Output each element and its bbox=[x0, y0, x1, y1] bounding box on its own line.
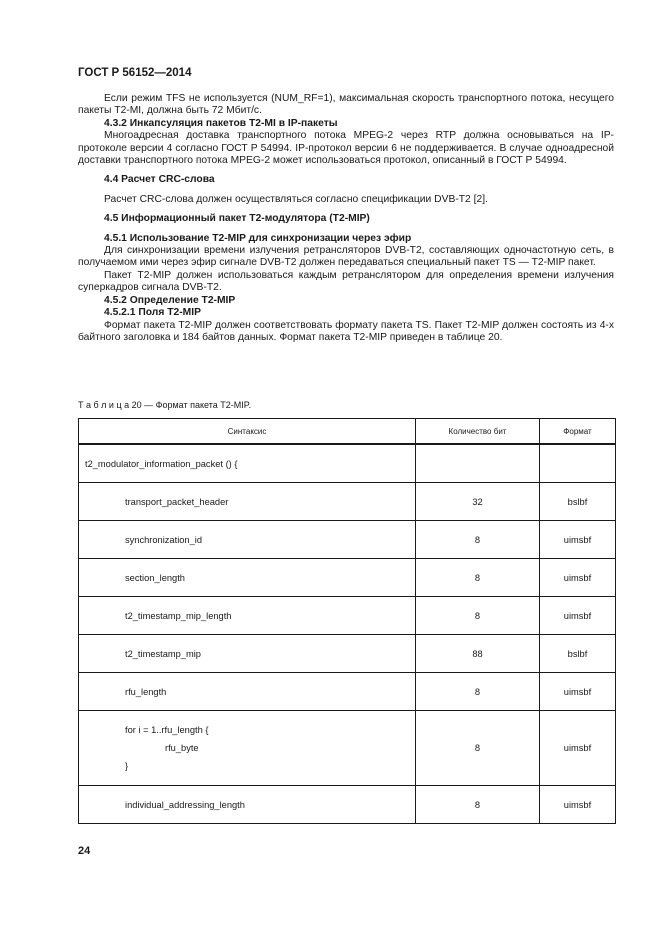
bits-cell: 8 bbox=[416, 786, 540, 824]
column-header-bits: Количество бит bbox=[416, 419, 540, 445]
column-header-format: Формат bbox=[540, 419, 616, 445]
bits-cell: 8 bbox=[416, 559, 540, 597]
t2-mip-format-table bbox=[78, 418, 616, 824]
paragraph: Пакет T2-MIP должен использоваться каждым ретранслятором для определения времени излучения суперкадров сигнала DVB-T2. bbox=[78, 269, 614, 294]
syntax-cell: rfu_length bbox=[79, 673, 416, 711]
paragraph: Для синхронизации времени излучения ретрансляторов DVB-T2, составляющих одночастотную сеть, в получаемом ими через эфир сигнале DVB-T2 должен передаваться специальный пакет TS — T2-MIP пакет. bbox=[78, 245, 614, 269]
bits-cell: 8 bbox=[416, 673, 540, 711]
paragraph: Если режим TFS не используется (NUM_RF=1), максимальная скорость транспортного потока, несущего пакеты T2-MI, должна быть 72 Мбит/с. bbox=[78, 93, 614, 117]
format-cell: uimsbf bbox=[540, 711, 616, 786]
syntax-cell: section_length bbox=[79, 559, 416, 597]
format-cell: uimsbf bbox=[540, 673, 616, 711]
loop-body: rfu_byte bbox=[165, 743, 199, 753]
syntax-cell: t2_modulator_information_packet () { bbox=[79, 444, 416, 483]
syntax-cell: synchronization_id bbox=[79, 521, 416, 559]
table-row bbox=[79, 673, 616, 711]
table-row bbox=[79, 444, 616, 483]
table-row bbox=[79, 483, 616, 521]
paragraph: Многоадресная доставка транспортного потока MPEG-2 через RTP должна основываться на IP-протоколе версии 4 согласно ГОСТ Р 54994. IP-протокол версии 6 не поддерживается. В случае одноадресной доставки транспортного потока MPEG-2 может использоваться протокол, описанный в ГОСТ Р 54994. bbox=[78, 130, 614, 167]
column-header-syntax: Синтаксис bbox=[79, 419, 416, 445]
format-cell bbox=[540, 444, 616, 483]
bits-cell: 32 bbox=[416, 483, 540, 521]
table-row bbox=[79, 786, 616, 824]
table-row bbox=[79, 559, 616, 597]
table-row-loop bbox=[79, 711, 616, 786]
bits-cell: 88 bbox=[416, 635, 540, 673]
loop-end: } bbox=[125, 761, 129, 771]
table-caption-label: Т а б л и ц а bbox=[78, 400, 130, 410]
format-cell: uimsbf bbox=[540, 786, 616, 824]
table-row bbox=[79, 635, 616, 673]
section-heading-4-5-2: 4.5.2 Определение T2-MIP bbox=[104, 294, 236, 306]
syntax-cell: t2_timestamp_mip_length bbox=[79, 597, 416, 635]
loop-start: for i = 1..rfu_length { bbox=[125, 725, 209, 735]
syntax-cell: t2_timestamp_mip bbox=[79, 635, 416, 673]
paragraph: Формат пакета T2-MIP должен соответствовать формату пакета TS. Пакет T2-MIP должен состоять из 4-х байтного заголовка и 184 байтов данных. Формат пакета T2-MIP приведен в таблице 20. bbox=[78, 319, 614, 343]
format-cell: uimsbf bbox=[540, 521, 616, 559]
section-heading-4-4: 4.4 Расчет CRC-слова bbox=[104, 174, 215, 186]
bits-cell bbox=[416, 444, 540, 483]
syntax-cell bbox=[79, 711, 416, 786]
format-cell: uimsbf bbox=[540, 597, 616, 635]
section-heading-4-5: 4.5 Информационный пакет T2-модулятора (T2-MIP) bbox=[104, 213, 370, 225]
section-heading-4-3-2: 4.3.2 Инкапсуляция пакетов T2-MI в IP-пакеты bbox=[104, 117, 338, 129]
bits-cell: 8 bbox=[416, 597, 540, 635]
table-row bbox=[79, 597, 616, 635]
table-header-row bbox=[79, 419, 616, 445]
section-heading-4-5-1: 4.5.1 Использование T2-MIP для синхронизации через эфир bbox=[104, 232, 412, 244]
paragraph: Расчет CRC-слова должен осуществляться согласно спецификации DVB-T2 [2]. bbox=[104, 193, 488, 205]
table-caption-text: 20 — Формат пакета T2-MIP. bbox=[131, 400, 252, 410]
section-heading-4-5-2-1: 4.5.2.1 Поля T2-MIP bbox=[104, 307, 201, 319]
page-body bbox=[78, 93, 614, 344]
bits-cell: 8 bbox=[416, 711, 540, 786]
format-cell: bslbf bbox=[540, 483, 616, 521]
syntax-cell: transport_packet_header bbox=[79, 483, 416, 521]
bits-cell: 8 bbox=[416, 521, 540, 559]
page-number: 24 bbox=[78, 845, 91, 857]
document-header: ГОСТ Р 56152—2014 bbox=[78, 67, 192, 79]
table-caption bbox=[78, 400, 251, 410]
format-cell: uimsbf bbox=[540, 559, 616, 597]
table-row bbox=[79, 521, 616, 559]
syntax-cell: individual_addressing_length bbox=[79, 786, 416, 824]
format-cell: bslbf bbox=[540, 635, 616, 673]
